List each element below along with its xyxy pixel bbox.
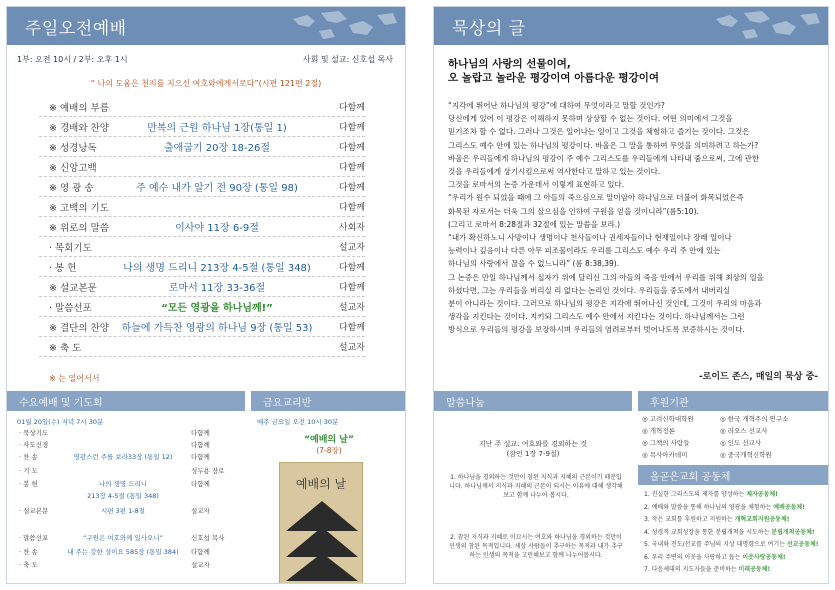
- order-leader: 다함께: [338, 203, 365, 213]
- sermon-title: “모든 영광을 하나님께!”: [161, 303, 273, 314]
- order-item: ※ 결단의 찬양: [49, 323, 109, 334]
- community-item-text: 6. 우리 주변의 이웃을 사랑하고 돕는: [644, 553, 743, 561]
- world-map-decoration: [289, 9, 399, 43]
- stand-note: ※ 는 일어서서: [49, 374, 100, 383]
- community-item-text: 7. 다음세대의 지도자들을 준비하는: [644, 566, 739, 573]
- right-page-header: [434, 7, 828, 45]
- wednesday-service-band: [7, 391, 245, 411]
- meditation-line: 믿기조차 할 수 없다. 그러나 그것은 일어나는 일이고 그것을 체험하고 즐기는 것이다. 그것은: [448, 127, 750, 137]
- meditation-line: 것을 우리들에게 상기시킴으로써 역사한다고 말하고 있는 것이다.: [448, 167, 661, 177]
- sharing-title: [434, 439, 632, 459]
- order-leader: 다함께: [338, 283, 365, 293]
- community-item-highlight: 선교공동체!: [786, 541, 819, 548]
- wed-content: 213장 4-5절 (통일 348): [87, 492, 159, 500]
- call-to-worship-verse: “ 나의 도움은 천지를 지으신 여호와에게서로다”(시편 121편 2절): [90, 79, 322, 88]
- wed-leader: 다함께: [191, 429, 210, 437]
- world-map-decoration: [712, 9, 822, 43]
- meditation-line: 그리스도 예수 안에 있는 하나님의 평강이다. 바울은 그 말을 통하여 무엇을 의미하려고 하는가?: [448, 140, 759, 150]
- wed-item: · 기 도: [19, 467, 38, 475]
- order-row: [39, 117, 365, 137]
- friday-class-band: [251, 391, 406, 411]
- supporter-item: ◎ 고려신학대학원: [642, 415, 694, 423]
- meditation-line: “우리가 원수 되었을 때에 그 아들의 죽으심으로 말미암아 하나님으로 더불어 화목되었은즉: [448, 193, 744, 203]
- order-item: ※ 고백의 기도: [49, 203, 109, 214]
- supporter-item: ◎ 목사아카데미: [642, 451, 688, 459]
- supporter-item: ◎ 그책의 사람들: [642, 439, 690, 447]
- wed-item: · 말씀선포: [19, 534, 49, 542]
- community-item: [644, 564, 828, 577]
- wed-item: · 묵상기도: [19, 429, 49, 437]
- community-item: [644, 552, 828, 565]
- order-row: [39, 277, 365, 297]
- meditation-line: 능력이나 깊음이나 다른 아무 피조물이라도 우리를 그리스도 예수 우리 주 안에 있는: [448, 246, 721, 256]
- order-leader: 사회자: [338, 223, 365, 233]
- pyramid-illustration: [286, 501, 358, 581]
- wed-leader: 다함께: [191, 453, 210, 461]
- sermon-sharing-band: [434, 391, 632, 411]
- wed-item: · 찬 송: [19, 548, 38, 556]
- order-leader: 설교자: [338, 303, 365, 313]
- wednesday-row: [19, 533, 243, 544]
- order-row: [39, 237, 365, 257]
- wednesday-row: [19, 506, 243, 517]
- supporter-item: ◎ 개혁정론: [642, 427, 675, 435]
- wed-content: 나의 생명 드리니: [98, 480, 148, 488]
- left-page: [6, 6, 406, 584]
- meditation-line: 당신에게 있어 이 평강은 이해하지 못하며 상상할 수 없는 것이다. 어떤 의미에서 그것을: [448, 114, 733, 124]
- order-content: 이사야 11장 6-9절: [175, 223, 259, 234]
- meditation-line: 그것을 로마서의 논증 가운데서 이렇게 표현하고 있다.: [448, 180, 625, 190]
- meditation-body: [448, 99, 822, 337]
- order-row: [39, 97, 365, 117]
- wednesday-row: [19, 466, 243, 477]
- supporter-item: ◎ 인도 선교사: [720, 439, 762, 447]
- friday-class-label: 금요교리반: [263, 398, 312, 409]
- order-item: · 목회기도: [49, 243, 92, 254]
- community-item-text: 2. 예배와 말씀을 통해 하나님의 영광을 체험하는: [644, 503, 774, 511]
- order-row: [39, 217, 365, 237]
- sharing-title-line: (잠언 1장 7-9절): [506, 450, 560, 458]
- wednesday-row: [19, 560, 243, 571]
- wed-item: · 찬 송: [19, 453, 38, 461]
- order-item: ※ 경배와 찬양: [49, 123, 109, 134]
- meditation-source: -로이드 존스, 매일의 묵상 중-: [698, 372, 818, 382]
- meditation-line: “내가 확신하노니 사망이나 생명이나 천사들이나 권세자들이나 현재일이나 장래 일이나: [448, 233, 732, 243]
- order-item: · 봉 헌: [49, 263, 77, 274]
- order-content: 나의 생명 드리니 213장 4-5절 (통일 348): [123, 263, 311, 274]
- wed-item: · 봉 헌: [19, 480, 38, 488]
- service-time: 1부: 오전 10시 / 2부: 오후 1시: [17, 55, 128, 64]
- community-item-text: 1. 진실한 그리스도의 제자를 양성하는: [644, 491, 747, 498]
- order-leader: 다함께: [338, 123, 365, 133]
- book-cover-image: [279, 462, 363, 584]
- order-row: [39, 337, 365, 357]
- order-leader: 설교자: [338, 343, 365, 353]
- order-content: 하늘에 가득찬 영광의 하나님 9장 (통일 53): [121, 323, 313, 334]
- order-item: ※ 영 광 송: [49, 183, 94, 194]
- wed-leader: 다함께: [191, 480, 210, 488]
- order-item: ※ 축 도: [49, 343, 82, 354]
- order-leader: 다함께: [338, 103, 365, 113]
- order-leader: 설교자: [338, 243, 365, 253]
- meditation-line: “지각에 뛰어난 하나님의 평강”에 대하여 무엇이라고 말할 것인가?: [448, 101, 665, 110]
- supporter-item: ◎ 중국개혁신학원: [720, 451, 772, 459]
- community-item-highlight: 미래공동체!: [738, 566, 771, 573]
- wed-leader: 다함께: [191, 441, 210, 449]
- order-item: · 말씀선포: [49, 303, 92, 314]
- order-leader: 다함께: [338, 323, 365, 333]
- order-content: 만복의 근원 하나님 1장(통일 1): [147, 123, 287, 134]
- meditation-line: 바울은 우리들에게 하나님의 평강이 주 예수 그리스도를 우리들에게 나타내 줌으로써, 그에 관한: [448, 153, 760, 163]
- sharing-question-2: 2. 참된 지식과 지혜로 이끄시는 여호와 하나님을 경외하는 것만이 인생의 참된 목적입니다. 세상 사람들이 추구하는 목적과 내가 추구하는 인생의 목적을 고민해보고 함께 나누어봅시다.: [449, 534, 623, 559]
- order-row: [39, 197, 365, 217]
- order-content: 주 예수 내가 알기 전 90장 (통일 98): [136, 183, 298, 194]
- community-label: 올곧은교회 공동체: [650, 472, 731, 483]
- meditation-line: (그리고 로마서 8:28절과 32절에 있는 말씀을 보라.): [448, 219, 621, 229]
- order-leader: 다함께: [338, 183, 365, 193]
- community-item-highlight: 분립개척공동체!: [771, 528, 815, 536]
- community-item: [644, 502, 828, 515]
- community-item-highlight: 개혁교회지원공동체!: [734, 516, 790, 523]
- wed-item: · 축 도: [19, 561, 38, 569]
- wednesday-row: [19, 547, 243, 558]
- wednesday-row: [19, 440, 243, 451]
- order-item: ※ 예배의 부름: [49, 103, 109, 114]
- community-item-highlight: 예배공동체!: [773, 503, 805, 511]
- supporter-item: ◎ 한국 개혁주의 연구소: [720, 415, 789, 423]
- community-item: [644, 527, 828, 540]
- order-row: [39, 177, 365, 197]
- service-leader: 사회 및 설교: 신호섭 목사: [302, 55, 393, 64]
- sermon-sharing-label: 말씀나눔: [446, 398, 485, 409]
- community-item-text: 3. 작은 교회를 후원하고 지원하는: [644, 516, 735, 523]
- supporters-band: [638, 391, 829, 411]
- meditation-line: 생각을 지킨다는 것이다. 지키되 그리스도 예수 안에서 지킨다는 것이다. 하나님께서는 그런: [448, 312, 745, 322]
- community-list: [644, 489, 828, 577]
- order-row: [39, 297, 365, 317]
- wednesday-row: [19, 428, 243, 439]
- meditation-line: 화목된 자로서는 더욱 그의 살으심을 인하여 구원을 얻을 것이니라”(롬5:10).: [448, 206, 699, 216]
- community-item: [644, 539, 828, 552]
- wednesday-row: [19, 479, 243, 490]
- community-item-text: 5. 국내와 전도/선교를 주님의 지상 대명령으로 여기는: [644, 541, 787, 548]
- headline-line: 오 놀랍고 놀라운 평강이여 아름다운 평강이여: [448, 72, 659, 84]
- wed-content: “구원은 여호와께 있사오니”: [83, 534, 163, 542]
- community-item: [644, 514, 828, 527]
- meditation-line: 하셨다면, 그는 우리들을 버리실 리 없다는 논리인 것이다. 우리들을 중도에서 내버리실: [448, 285, 731, 295]
- wed-leader: 다함께: [191, 548, 210, 556]
- wed-content: 내 주는 강한 성이요 585장 (통일 384): [67, 548, 179, 556]
- wed-leader: 성두용 장로: [191, 467, 225, 475]
- order-row: [39, 157, 365, 177]
- meditation-line: 그 논증은 만일 하나님께서 십자가 위에 달리신 그의 아들의 죽음 안에서 우리를 위해 최상의 일을: [448, 272, 764, 282]
- wed-leader: 신호섭 목사: [191, 534, 225, 542]
- wed-content: 시편 3편 1-8절: [100, 507, 145, 515]
- wed-item: · 사도신경: [19, 441, 49, 449]
- sharing-title-line: 지난 주 설교: 여호와를 경외하는 것: [478, 440, 588, 448]
- order-content: 출애굽기 20장 18-26절: [163, 143, 271, 154]
- book-title: “예배의 날”: [304, 435, 354, 445]
- book-chapters: (7-8장): [316, 446, 342, 455]
- wednesday-time: 01월 20일(수) 저녁 7시 30분: [17, 418, 104, 426]
- order-item: ※ 성경낭독: [49, 143, 97, 154]
- book-cover-title: 예배의 날: [295, 477, 347, 491]
- wed-content: 영광스런 주를 보라33장 (통일 12): [73, 453, 173, 461]
- wed-item: · 설교본문: [19, 507, 49, 515]
- community-band: [638, 465, 829, 485]
- order-content: 로마서 11장 33-36절: [168, 283, 266, 294]
- order-row: [39, 257, 365, 277]
- community-item-highlight: 제자공동체!: [746, 491, 778, 498]
- order-item: ※ 신앙고백: [49, 163, 97, 174]
- order-leader: 다함께: [338, 263, 365, 273]
- meditation-headline: [448, 57, 820, 85]
- order-item: ※ 설교본문: [49, 283, 97, 294]
- wed-leader: 설교자: [191, 561, 210, 569]
- friday-class-time: 매주 금요일 오전 10시 30분: [257, 418, 339, 426]
- wed-leader: 설교자: [191, 507, 210, 515]
- left-page-title: 주일오전예배: [25, 19, 127, 39]
- community-item-highlight: 이웃사랑공동체!: [742, 553, 786, 561]
- supporters-label: 후원기관: [650, 398, 689, 409]
- meditation-line: 하나님의 사랑에서 끊을 수 없느니라” (롬 8:38,39).: [448, 259, 620, 269]
- order-leader: 다함께: [338, 163, 365, 173]
- order-row: [39, 317, 365, 337]
- meditation-line: 방식으로 우리들의 평강을 보장하시며 우리들의 염려로부터 벗어나도록 보증하시는 것이다.: [448, 325, 745, 335]
- sharing-question-1: 1. 하나님을 경외하는 것만이 참된 지식과 지혜의 근본이기 때문입니다. 하나님께서 지식과 지혜의 근본이 되시는 이유에 대해 생각해보고 함께 나누어 봅시다.: [449, 474, 623, 499]
- right-page-title: 묵상의 글: [452, 19, 526, 39]
- right-page: [433, 6, 829, 584]
- order-item: ※ 위로의 말씀: [49, 223, 109, 234]
- wednesday-row: [19, 491, 243, 502]
- community-item-text: 4. 성경적 교회성장을 통한 분립개척을 시도하는: [644, 528, 772, 536]
- meditation-line: 분이 아니라는 것이다. 그러므로 하나님의 평강은 지각에 뛰어나신 것인데, 그것이 우리의 마음과: [448, 299, 762, 309]
- supporter-item: ◎ 라오스 선교사: [720, 427, 768, 435]
- wednesday-row: [19, 452, 243, 463]
- left-page-header: [7, 7, 405, 45]
- headline-line: 하나님의 사랑의 선물이여,: [448, 58, 571, 70]
- wednesday-service-label: 수요예배 및 기도회: [19, 398, 103, 409]
- order-row: [39, 137, 365, 157]
- order-leader: 다함께: [338, 143, 365, 153]
- community-item: [644, 489, 828, 502]
